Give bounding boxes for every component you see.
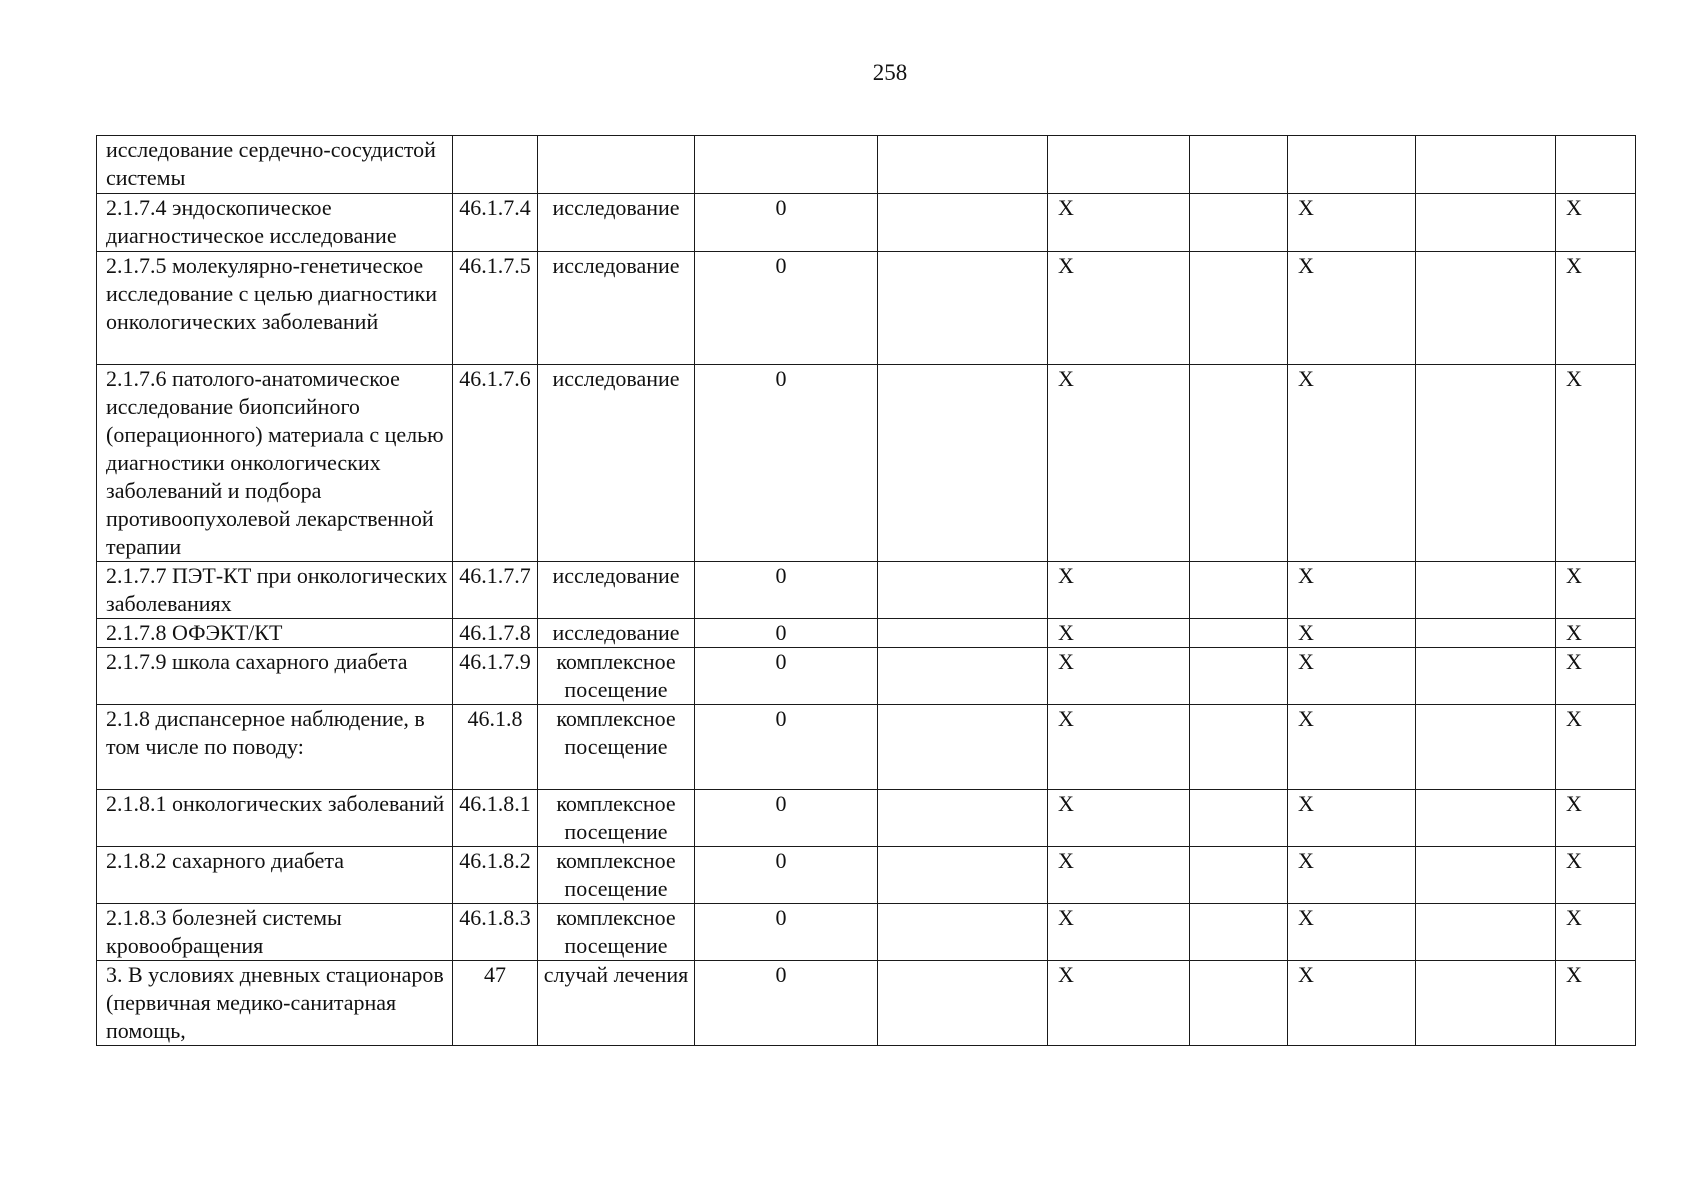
row-empty-cell: [1416, 648, 1556, 705]
row-description: 2.1.7.6 патолого-анатомическое исследование биопсийного (операционного) материала с целью диагностики онкологических заболеваний и подбора противоопухолевой лекарственной терапии: [97, 365, 453, 562]
row-mark-3: X: [1556, 252, 1636, 365]
row-empty-cell: [878, 252, 1048, 365]
row-mark-2: X: [1288, 705, 1416, 790]
row-unit: комплексное посещение: [538, 904, 695, 961]
row-empty-cell: [878, 904, 1048, 961]
table-row: [97, 365, 1636, 562]
row-empty-cell: [1416, 619, 1556, 648]
row-mark-2: X: [1288, 961, 1416, 1046]
row-unit: комплексное посещение: [538, 847, 695, 904]
row-value: 0: [695, 562, 878, 619]
row-mark-3: X: [1556, 562, 1636, 619]
row-mark-2: X: [1288, 619, 1416, 648]
row-mark-1: X: [1048, 648, 1190, 705]
row-empty-cell: [1416, 904, 1556, 961]
row-value: 0: [695, 648, 878, 705]
row-mark-2: X: [1288, 648, 1416, 705]
row-mark-2: X: [1288, 847, 1416, 904]
row-empty-cell: [878, 705, 1048, 790]
row-empty-cell: [1190, 194, 1288, 252]
row-mark-2: X: [1288, 790, 1416, 847]
row-code: 46.1.8.3: [453, 904, 538, 961]
row-mark-3: X: [1556, 790, 1636, 847]
row-mark-1: X: [1048, 194, 1190, 252]
row-value: 0: [695, 619, 878, 648]
row-empty-cell: [1190, 961, 1288, 1046]
row-empty-cell: [878, 619, 1048, 648]
row-mark-1: X: [1048, 619, 1190, 648]
row-unit: комплексное посещение: [538, 648, 695, 705]
row-description: 2.1.7.5 молекулярно-генетическое исследование с целью диагностики онкологических заболеваний: [97, 252, 453, 365]
row-unit: случай лечения: [538, 961, 695, 1046]
row-description: 2.1.8 диспансерное наблюдение, в том числе по поводу:: [97, 705, 453, 790]
row-code: 46.1.8: [453, 705, 538, 790]
row-empty-cell: [878, 648, 1048, 705]
row-description: исследование сердечно-сосудистой системы: [97, 136, 453, 194]
row-empty-cell: [1416, 961, 1556, 1046]
row-empty-cell: [1190, 904, 1288, 961]
data-table: [96, 135, 1636, 1046]
row-mark-1: X: [1048, 961, 1190, 1046]
row-mark-3: X: [1556, 194, 1636, 252]
row-code: 46.1.8.1: [453, 790, 538, 847]
row-description: 3. В условиях дневных стационаров (первичная медико-санитарная помощь,: [97, 961, 453, 1046]
table-row: [97, 648, 1636, 705]
row-empty-cell: [1190, 847, 1288, 904]
row-unit: исследование: [538, 365, 695, 562]
row-mark-1: [1048, 136, 1190, 194]
row-unit: исследование: [538, 562, 695, 619]
row-value: 0: [695, 194, 878, 252]
row-unit: комплексное посещение: [538, 705, 695, 790]
row-value: 0: [695, 847, 878, 904]
table-row: [97, 847, 1636, 904]
row-empty-cell: [1190, 705, 1288, 790]
row-mark-2: X: [1288, 252, 1416, 365]
row-mark-1: X: [1048, 365, 1190, 562]
row-unit: комплексное посещение: [538, 790, 695, 847]
row-code: 46.1.7.5: [453, 252, 538, 365]
table-row: [97, 705, 1636, 790]
row-mark-1: X: [1048, 904, 1190, 961]
row-empty-cell: [878, 790, 1048, 847]
table-row: [97, 619, 1636, 648]
row-empty-cell: [1190, 365, 1288, 562]
row-mark-2: X: [1288, 365, 1416, 562]
row-empty-cell: [1416, 847, 1556, 904]
row-empty-cell: [1416, 365, 1556, 562]
row-unit: исследование: [538, 252, 695, 365]
row-empty-cell: [1190, 648, 1288, 705]
table-row: [97, 904, 1636, 961]
row-empty-cell: [1190, 562, 1288, 619]
row-code: 46.1.7.8: [453, 619, 538, 648]
table-row: [97, 562, 1636, 619]
row-mark-2: [1288, 136, 1416, 194]
table-row: [97, 136, 1636, 194]
row-empty-cell: [1416, 136, 1556, 194]
row-code: 47: [453, 961, 538, 1046]
row-code: 46.1.8.2: [453, 847, 538, 904]
row-mark-3: X: [1556, 365, 1636, 562]
row-code: 46.1.7.7: [453, 562, 538, 619]
row-empty-cell: [878, 136, 1048, 194]
table-row: [97, 961, 1636, 1046]
row-code: [453, 136, 538, 194]
row-empty-cell: [1190, 252, 1288, 365]
row-empty-cell: [878, 562, 1048, 619]
row-mark-3: X: [1556, 705, 1636, 790]
row-empty-cell: [878, 365, 1048, 562]
row-empty-cell: [1416, 194, 1556, 252]
table-row: [97, 252, 1636, 365]
row-empty-cell: [1416, 252, 1556, 365]
row-mark-3: X: [1556, 847, 1636, 904]
table-row: [97, 194, 1636, 252]
row-value: 0: [695, 252, 878, 365]
row-unit: [538, 136, 695, 194]
row-unit: исследование: [538, 619, 695, 648]
row-mark-2: X: [1288, 904, 1416, 961]
row-mark-3: X: [1556, 904, 1636, 961]
row-value: 0: [695, 904, 878, 961]
row-value: 0: [695, 365, 878, 562]
row-empty-cell: [1190, 136, 1288, 194]
row-mark-3: X: [1556, 961, 1636, 1046]
row-empty-cell: [1416, 790, 1556, 847]
row-description: 2.1.8.2 сахарного диабета: [97, 847, 453, 904]
row-mark-3: X: [1556, 648, 1636, 705]
row-code: 46.1.7.9: [453, 648, 538, 705]
row-code: 46.1.7.4: [453, 194, 538, 252]
row-mark-1: X: [1048, 562, 1190, 619]
table-row: [97, 790, 1636, 847]
row-description: 2.1.7.4 эндоскопическое диагностическое исследование: [97, 194, 453, 252]
row-description: 2.1.7.9 школа сахарного диабета: [97, 648, 453, 705]
row-empty-cell: [878, 194, 1048, 252]
row-description: 2.1.7.8 ОФЭКТ/КТ: [97, 619, 453, 648]
row-mark-1: X: [1048, 252, 1190, 365]
row-value: 0: [695, 961, 878, 1046]
row-empty-cell: [1190, 619, 1288, 648]
row-mark-2: X: [1288, 194, 1416, 252]
row-mark-2: X: [1288, 562, 1416, 619]
row-mark-3: [1556, 136, 1636, 194]
row-description: 2.1.8.3 болезней системы кровообращения: [97, 904, 453, 961]
row-code: 46.1.7.6: [453, 365, 538, 562]
row-empty-cell: [1190, 790, 1288, 847]
row-description: 2.1.7.7 ПЭТ-КТ при онкологических заболеваниях: [97, 562, 453, 619]
row-value: 0: [695, 705, 878, 790]
row-empty-cell: [1416, 705, 1556, 790]
row-unit: исследование: [538, 194, 695, 252]
row-empty-cell: [1416, 562, 1556, 619]
row-mark-1: X: [1048, 705, 1190, 790]
row-mark-3: X: [1556, 619, 1636, 648]
row-value: 0: [695, 790, 878, 847]
row-description: 2.1.8.1 онкологических заболеваний: [97, 790, 453, 847]
page-number: 258: [872, 60, 908, 85]
row-mark-1: X: [1048, 790, 1190, 847]
row-value: [695, 136, 878, 194]
row-mark-1: X: [1048, 847, 1190, 904]
row-empty-cell: [878, 961, 1048, 1046]
row-empty-cell: [878, 847, 1048, 904]
